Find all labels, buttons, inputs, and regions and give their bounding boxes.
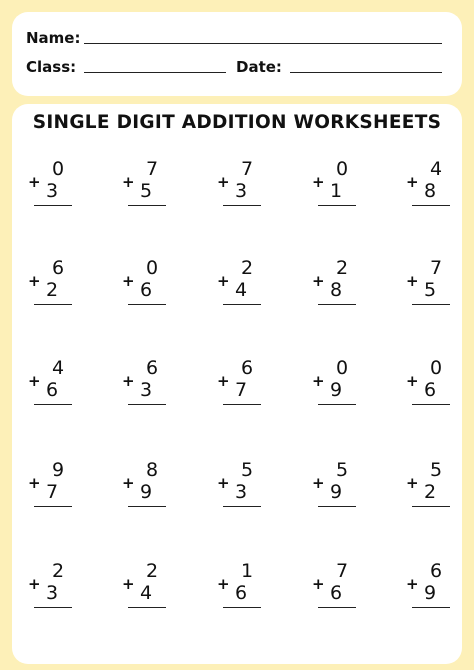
plus-sign: + (312, 575, 325, 593)
bottom-addend: 6 (423, 379, 437, 401)
addition-problem (122, 160, 182, 230)
answer-line[interactable] (34, 205, 72, 206)
bottom-addend: 9 (139, 481, 153, 503)
addition-problem (28, 259, 88, 329)
top-addend: 7 (335, 560, 349, 582)
bottom-addend: 7 (45, 481, 59, 503)
plus-sign: + (122, 474, 135, 492)
top-addend: 5 (240, 459, 254, 481)
plus-sign: + (122, 173, 135, 191)
addition-problem (312, 359, 372, 429)
date-label: Date: (236, 58, 282, 76)
top-addend: 6 (429, 560, 443, 582)
plus-sign: + (406, 372, 419, 390)
bottom-addend: 9 (423, 582, 437, 604)
addition-problem (28, 562, 88, 632)
answer-line[interactable] (34, 506, 72, 507)
addition-problem (312, 160, 372, 230)
answer-line[interactable] (128, 607, 166, 608)
answer-line[interactable] (128, 404, 166, 405)
top-addend: 6 (240, 357, 254, 379)
top-addend: 8 (145, 459, 159, 481)
bottom-addend: 8 (329, 279, 343, 301)
plus-sign: + (28, 173, 41, 191)
addition-problem (406, 160, 466, 230)
bottom-addend: 7 (234, 379, 248, 401)
top-addend: 4 (429, 158, 443, 180)
bottom-addend: 9 (329, 379, 343, 401)
answer-line[interactable] (318, 304, 356, 305)
plus-sign: + (406, 173, 419, 191)
addition-problem (122, 259, 182, 329)
bottom-addend: 6 (45, 379, 59, 401)
answer-line[interactable] (412, 607, 450, 608)
plus-sign: + (217, 575, 230, 593)
bottom-addend: 4 (139, 582, 153, 604)
class-label: Class: (26, 58, 77, 76)
answer-line[interactable] (223, 404, 261, 405)
bottom-addend: 6 (139, 279, 153, 301)
addition-problem (28, 461, 88, 531)
plus-sign: + (217, 272, 230, 290)
bottom-addend: 1 (329, 180, 343, 202)
addition-problem (28, 359, 88, 429)
addition-problem (122, 359, 182, 429)
addition-problem (312, 259, 372, 329)
answer-line[interactable] (412, 404, 450, 405)
plus-sign: + (312, 272, 325, 290)
addition-problem (217, 461, 277, 531)
top-addend: 0 (51, 158, 65, 180)
answer-line[interactable] (318, 607, 356, 608)
bottom-addend: 2 (423, 481, 437, 503)
bottom-addend: 4 (234, 279, 248, 301)
addition-problem (28, 160, 88, 230)
addition-problem (217, 562, 277, 632)
top-addend: 2 (240, 257, 254, 279)
top-addend: 2 (51, 560, 65, 582)
answer-line[interactable] (412, 304, 450, 305)
top-addend: 7 (429, 257, 443, 279)
answer-line[interactable] (412, 506, 450, 507)
bottom-addend: 6 (329, 582, 343, 604)
plus-sign: + (28, 474, 41, 492)
bottom-addend: 9 (329, 481, 343, 503)
top-addend: 7 (240, 158, 254, 180)
top-addend: 0 (335, 357, 349, 379)
answer-line[interactable] (223, 506, 261, 507)
addition-problem (406, 562, 466, 632)
plus-sign: + (122, 575, 135, 593)
plus-sign: + (312, 474, 325, 492)
bottom-addend: 5 (139, 180, 153, 202)
top-addend: 0 (429, 357, 443, 379)
top-addend: 6 (51, 257, 65, 279)
answer-line[interactable] (128, 506, 166, 507)
answer-line[interactable] (412, 205, 450, 206)
bottom-addend: 2 (45, 279, 59, 301)
top-addend: 1 (240, 560, 254, 582)
bottom-addend: 3 (45, 180, 59, 202)
plus-sign: + (217, 173, 230, 191)
bottom-addend: 6 (234, 582, 248, 604)
answer-line[interactable] (318, 404, 356, 405)
top-addend: 6 (145, 357, 159, 379)
addition-problem (122, 461, 182, 531)
answer-line[interactable] (128, 304, 166, 305)
date-field[interactable] (290, 72, 442, 73)
top-addend: 4 (51, 357, 65, 379)
name-field[interactable] (84, 43, 442, 44)
top-addend: 9 (51, 459, 65, 481)
worksheet-title: SINGLE DIGIT ADDITION WORKSHEETS (32, 112, 442, 133)
addition-problem (406, 259, 466, 329)
student-info-card (12, 12, 462, 96)
answer-line[interactable] (223, 607, 261, 608)
addition-problem (217, 359, 277, 429)
addition-problem (406, 359, 466, 429)
plus-sign: + (122, 272, 135, 290)
class-field[interactable] (84, 72, 226, 73)
addition-problem (217, 259, 277, 329)
plus-sign: + (406, 272, 419, 290)
plus-sign: + (312, 173, 325, 191)
plus-sign: + (217, 474, 230, 492)
bottom-addend: 3 (234, 180, 248, 202)
bottom-addend: 5 (423, 279, 437, 301)
answer-line[interactable] (223, 304, 261, 305)
addition-problem (122, 562, 182, 632)
top-addend: 7 (145, 158, 159, 180)
answer-line[interactable] (318, 205, 356, 206)
top-addend: 0 (335, 158, 349, 180)
addition-problem (406, 461, 466, 531)
plus-sign: + (122, 372, 135, 390)
bottom-addend: 3 (45, 582, 59, 604)
plus-sign: + (406, 474, 419, 492)
worksheet-card (12, 104, 462, 664)
answer-line[interactable] (318, 506, 356, 507)
addition-problem (312, 562, 372, 632)
answer-line[interactable] (34, 607, 72, 608)
plus-sign: + (28, 272, 41, 290)
answer-line[interactable] (34, 304, 72, 305)
plus-sign: + (217, 372, 230, 390)
bottom-addend: 3 (139, 379, 153, 401)
bottom-addend: 8 (423, 180, 437, 202)
top-addend: 5 (335, 459, 349, 481)
answer-line[interactable] (34, 404, 72, 405)
answer-line[interactable] (223, 205, 261, 206)
plus-sign: + (406, 575, 419, 593)
plus-sign: + (28, 575, 41, 593)
addition-problem (312, 461, 372, 531)
top-addend: 2 (145, 560, 159, 582)
name-label: Name: (26, 29, 81, 47)
plus-sign: + (28, 372, 41, 390)
top-addend: 0 (145, 257, 159, 279)
top-addend: 2 (335, 257, 349, 279)
answer-line[interactable] (128, 205, 166, 206)
bottom-addend: 3 (234, 481, 248, 503)
addition-problem (217, 160, 277, 230)
top-addend: 5 (429, 459, 443, 481)
plus-sign: + (312, 372, 325, 390)
